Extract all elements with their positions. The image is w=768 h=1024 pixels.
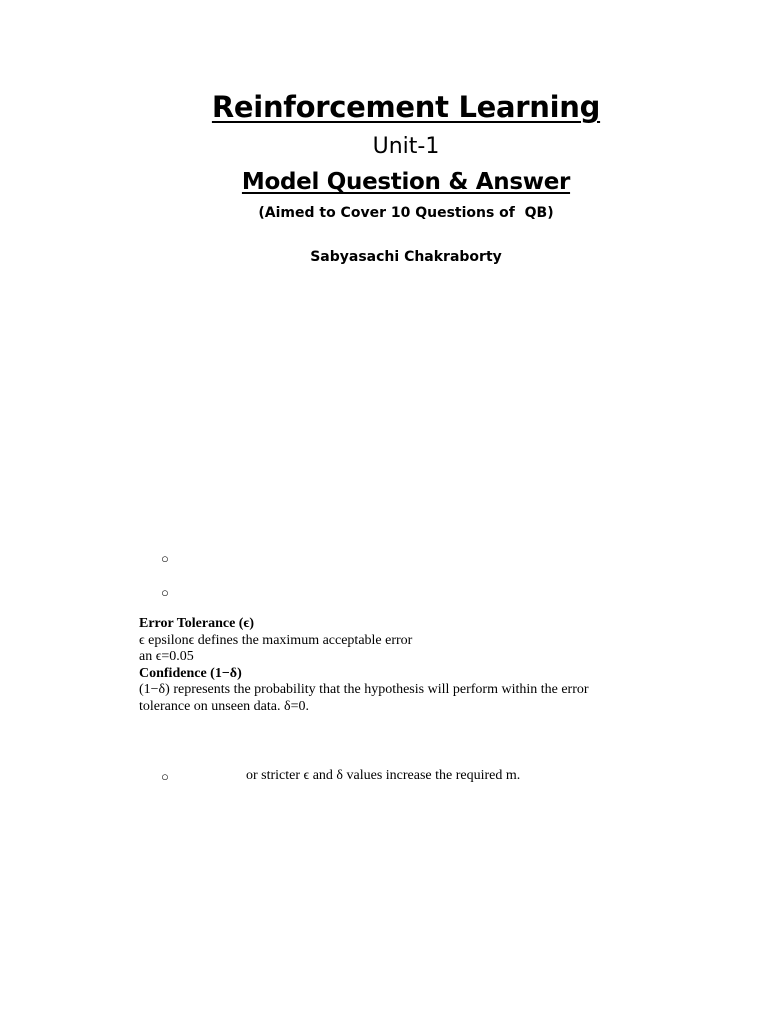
confidence-line-1: (1−δ) represents the probability that the hypothesis will perform within the error	[139, 682, 589, 697]
bullet-marker-3: ○	[161, 769, 169, 784]
error-tolerance-line-1: ϵ epsilonϵ defines the maximum acceptable error	[139, 632, 413, 648]
author-name: Sabyasachi Chakraborty	[310, 249, 502, 265]
bullet-marker-2: ○	[161, 585, 169, 600]
error-tolerance-line-2: an ϵ=0.05	[139, 649, 194, 664]
error-tolerance-heading: Error Tolerance (ϵ)	[139, 616, 255, 631]
confidence-line-2: tolerance on unseen data. δ=0.	[139, 698, 309, 714]
body-text	[139, 616, 659, 715]
bullet-marker-1: ○	[161, 551, 169, 566]
document-title: Reinforcement Learning	[211, 90, 601, 124]
unit-label: Unit-1	[372, 134, 440, 159]
confidence-heading: Confidence (1−δ)	[139, 665, 242, 681]
bullet-text-3: or stricter ϵ and δ values increase the required m.	[246, 768, 521, 783]
aim-note: (Aimed to Cover 10 Questions of QB)	[258, 205, 554, 221]
document-subtitle: Model Question & Answer	[241, 169, 571, 195]
